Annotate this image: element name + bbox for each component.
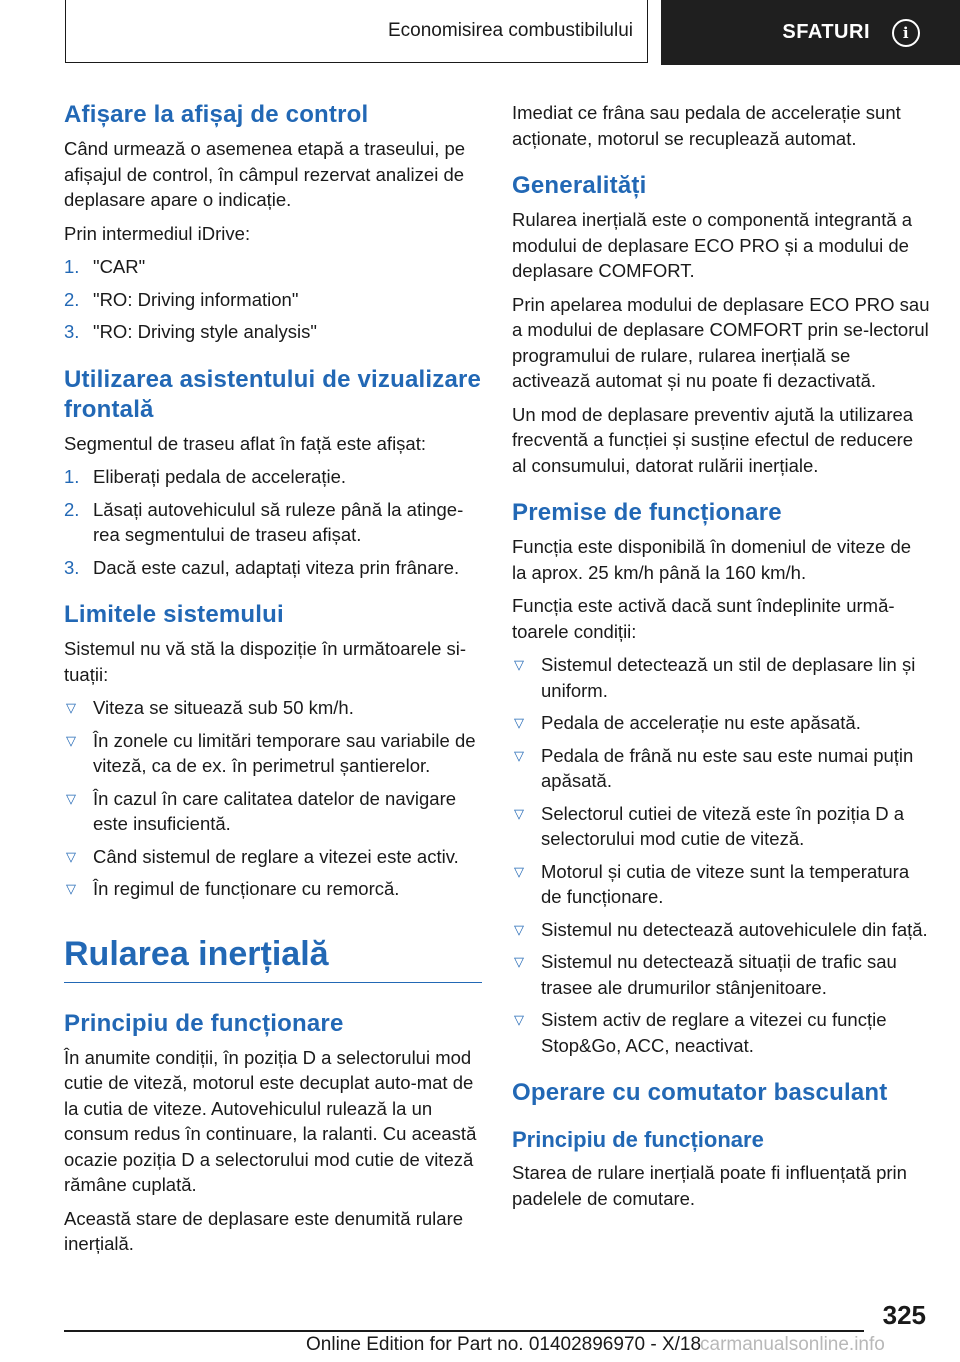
heading-principle: Principiu de funcționare	[64, 1009, 344, 1037]
list-item: 3. Dacă este cazul, adaptați viteza prin frânare.	[64, 556, 460, 578]
limits-list	[64, 695, 482, 902]
heading-display: Afișare la afișaj de control	[64, 101, 369, 128]
list-item: ▽ În cazul în care calitatea datelor de navigare este insuficientă.	[66, 787, 457, 834]
paragraph-principle-2: Această stare de deplasare este denumită rulare inerțială.	[64, 1207, 464, 1254]
triangle-bullet-icon: ▽	[66, 732, 76, 748]
heading-general: Generalități	[512, 172, 647, 199]
list-item: ▽ Selectorul cutiei de viteză este în poziția D a selectorului mod cutie de viteză.	[514, 802, 904, 849]
watermark: carmanualsonline.info	[700, 1334, 885, 1355]
left-column	[64, 100, 482, 1265]
heading-prereq: Premise de funcționare	[512, 499, 782, 526]
info-icon: i	[892, 19, 920, 47]
list-item: 2. Lăsați autovehiculul să ruleze până la atinge-rea segmentului de traseu afișat.	[64, 498, 464, 545]
list-item: ▽ Sistemul nu detectează situații de trafic sau trasee ale drumurilor stânjenitoare.	[514, 951, 897, 998]
paragraph-general-2: Prin apelarea modului de deplasare ECO PRO sau a modului de deplasare COMFORT prin se-lectorul programului de rulare, rularea inerțială se activează automat și nu poate fi dezactivată.	[512, 293, 930, 391]
idrive-steps	[64, 254, 482, 345]
list-item: ▽ Sistem activ de reglare a vitezei cu funcție Stop&Go, ACC, neactivat.	[514, 1009, 887, 1056]
list-item: 1. Eliberați pedala de accelerație.	[64, 466, 346, 487]
triangle-bullet-icon: ▽	[66, 790, 76, 806]
triangle-bullet-icon: ▽	[514, 805, 524, 821]
heading-limits: Limitele sistemului	[64, 601, 284, 628]
heading-coasting: Rularea inerțială	[64, 932, 482, 983]
heading-rocker: Operare cu comutator basculant	[512, 1079, 888, 1106]
paragraph-general-3: Un mod de deplasare preventiv ajută la utilizarea frecventă a funcției și susține efectul de reducere al consumului, datorat rulării inerțiale.	[512, 403, 914, 476]
paragraph-principle-1: În anumite condiții, în poziția D a selectorului mod cutie de viteză, motorul este decuplat auto-mat de la cutia de viteze. Autovehiculul rulează la un consum redus în continuare, la ralanti. Cu această ocazie poziția D a selectorului mod cutie de viteză rămâne cuplată.	[64, 1046, 477, 1195]
list-item: ▽ Pedala de frână nu este sau este numai puțin apăsată.	[514, 744, 914, 791]
paragraph-display: Când urmează o asemenea etapă a traseului, pe afișajul de control, în câmpul rezervat analizei de deplasare apare o indicație.	[64, 138, 466, 210]
conditions-list	[512, 652, 930, 1058]
triangle-bullet-icon: ▽	[514, 747, 524, 763]
list-item: ▽ În regimul de funcționare cu remorcă.	[64, 876, 482, 902]
triangle-bullet-icon: ▽	[514, 657, 524, 672]
list-item: ▽ Pedala de accelerație nu este apăsată.	[512, 710, 930, 736]
list-item: ▽ Sistemul detectează un stil de deplasare lin și uniform.	[514, 654, 916, 701]
paragraph-limits: Sistemul nu vă stă la dispoziție în următoarele si-tuații:	[64, 638, 467, 685]
triangle-bullet-icon: ▽	[66, 848, 76, 864]
list-item: 1. "CAR"	[64, 256, 146, 277]
list-item: 2. "RO: Driving information"	[64, 288, 299, 310]
edition-text: Online Edition for Part no. 01402896970 - X/18	[306, 1334, 702, 1355]
paragraph-prereq-1: Funcția este disponibilă în domeniul de viteze de la aprox. 25 km/h până la 160 km/h.	[512, 536, 912, 583]
section-title: Economisirea combustibilului	[65, 0, 648, 63]
list-item: ▽ În zonele cu limitări temporare sau variabile de viteză, ca de ex. în perimetrul șantierelor.	[66, 729, 476, 776]
triangle-bullet-icon: ▽	[66, 881, 76, 896]
list-item: 3. "RO: Driving style analysis"	[64, 321, 317, 342]
page-number: 325	[882, 1300, 926, 1330]
heading-rocker-principle: Principiu de funcționare	[512, 1127, 764, 1152]
right-column	[512, 100, 930, 1219]
heading-hud: Utilizarea asistentului de vizualizare frontală	[64, 365, 482, 423]
hud-steps	[64, 464, 482, 580]
chapter-tab-label: SFATURI	[782, 21, 870, 43]
paragraph-general-1: Rularea inerțială este o componentă integrantă a modului de deplasare ECO PRO și a modului de deplasare COMFORT.	[512, 209, 913, 281]
paragraph-idrive: Prin intermediul iDrive:	[64, 222, 251, 244]
page-header	[65, 0, 960, 65]
triangle-bullet-icon: ▽	[514, 954, 524, 969]
paragraph-intro: Imediat ce frâna sau pedala de accelerație sunt acționate, motorul se recuplează automat.	[512, 102, 901, 149]
list-item: ▽ Sistemul nu detectează autovehiculele din față.	[512, 917, 930, 943]
footer-divider	[64, 1330, 864, 1332]
triangle-bullet-icon: ▽	[514, 715, 524, 730]
list-item: ▽ Viteza se situează sub 50 km/h.	[64, 695, 482, 721]
paragraph-prereq-2: Funcția este activă dacă sunt îndeplinite urmă-toarele condiții:	[512, 595, 895, 642]
list-item: ▽ Când sistemul de reglare a vitezei este activ.	[64, 844, 482, 870]
paragraph-rocker: Starea de rulare inerțială poate fi influențată prin padelele de comutare.	[512, 1162, 907, 1209]
triangle-bullet-icon: ▽	[514, 1012, 524, 1027]
triangle-bullet-icon: ▽	[514, 921, 524, 937]
paragraph-hud: Segmentul de traseu aflat în față este afișat:	[64, 432, 426, 454]
chapter-tab[interactable]	[661, 0, 960, 65]
triangle-bullet-icon: ▽	[514, 863, 524, 879]
triangle-bullet-icon: ▽	[66, 700, 76, 715]
list-item: ▽ Motorul și cutia de viteze sunt la temperatura de funcționare.	[514, 860, 910, 907]
